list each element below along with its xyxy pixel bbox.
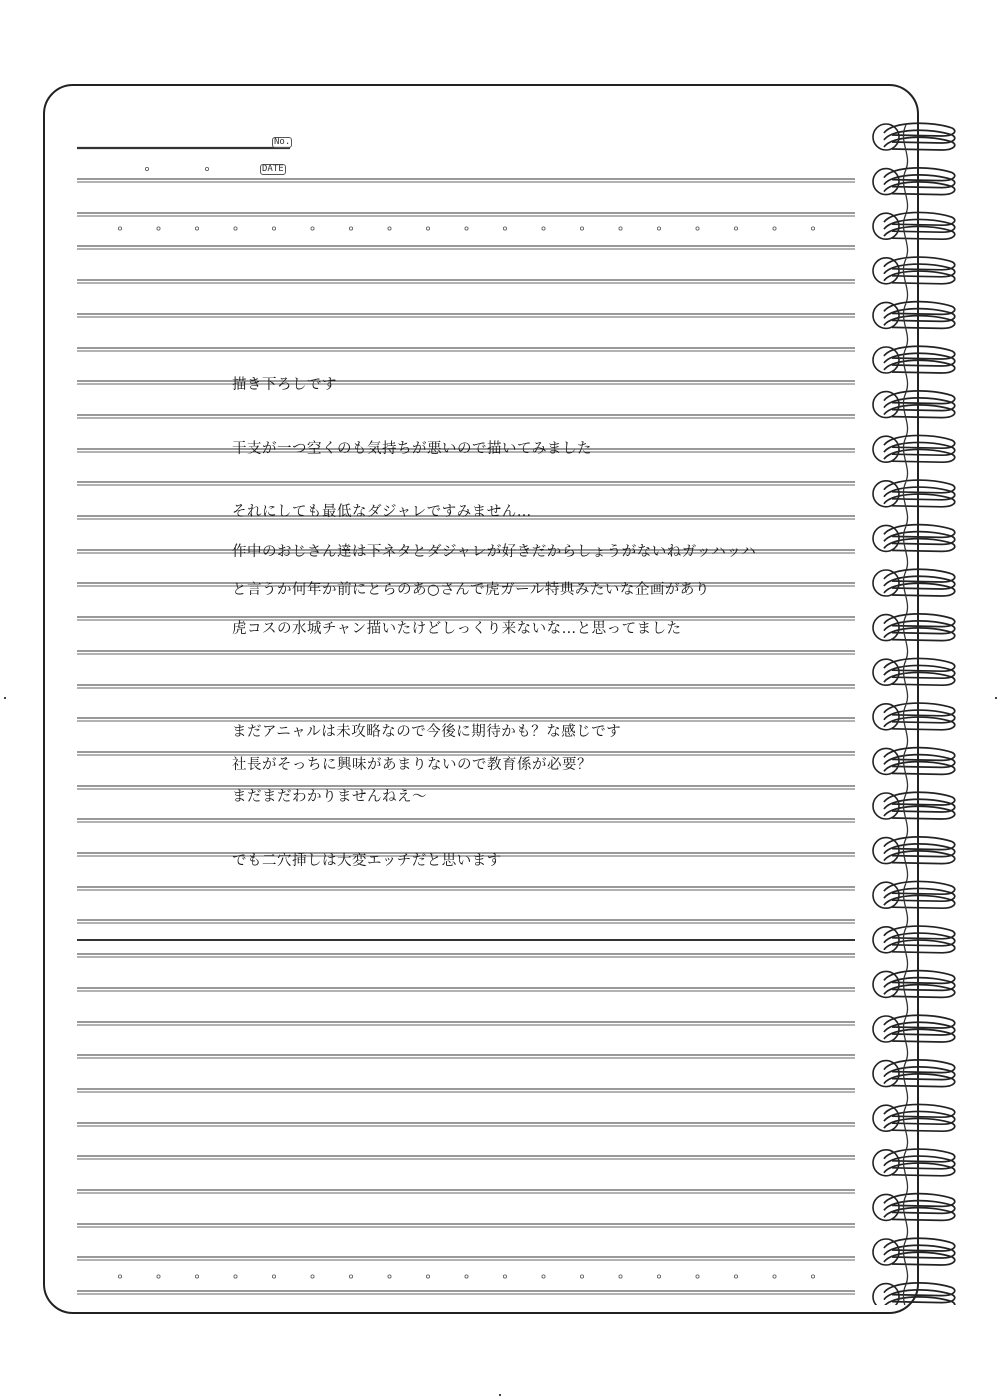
spiral-ring: [873, 1238, 955, 1284]
note-line: 描き下ろしです: [232, 377, 337, 393]
rule-dot: [773, 1275, 776, 1278]
rule-dot: [542, 1275, 545, 1278]
rule-dot: [195, 1275, 198, 1278]
spiral-ring: [873, 658, 955, 704]
spiral-ring: [873, 792, 955, 838]
rule-dot: [195, 227, 198, 230]
note-line: 作中のおじさん達は下ネタとダジャレが好きだからしょうがないねガッハッハ: [232, 544, 757, 560]
spiral-ring: [873, 569, 955, 615]
rule-dot: [311, 227, 314, 230]
rule-dot: [349, 227, 352, 230]
rule-dot: [272, 1275, 275, 1278]
spiral-ring: [873, 1104, 955, 1150]
spiral-ring: [873, 881, 955, 927]
spiral-ring: [873, 971, 955, 1017]
rule-dot: [157, 1275, 160, 1278]
spiral-binding: [862, 105, 972, 1305]
spiral-ring: [873, 926, 955, 972]
header-dot: [145, 167, 148, 170]
rule-dot: [696, 1275, 699, 1278]
rule-dot: [734, 227, 737, 230]
rule-dot: [811, 1275, 814, 1278]
rule-dot: [542, 227, 545, 230]
spiral-ring: [873, 391, 955, 437]
rule-dot: [118, 1275, 121, 1278]
spiral-ring: [873, 212, 955, 258]
note-line: それにしても最低なダジャレですみません…: [232, 504, 532, 520]
note-line: 社長がそっちに興味があまりないので教育係が必要？: [232, 757, 592, 773]
date-label: DATE: [262, 164, 284, 174]
rule-dot: [426, 227, 429, 230]
rule-dot: [580, 227, 583, 230]
rule-dot: [580, 1275, 583, 1278]
spiral-ring: [873, 525, 955, 571]
rule-dot: [272, 227, 275, 230]
rule-dot: [734, 1275, 737, 1278]
rule-dot: [811, 227, 814, 230]
rule-dot: [465, 1275, 468, 1278]
rule-dot: [503, 227, 506, 230]
spiral-ring: [873, 837, 955, 883]
rule-dot: [157, 227, 160, 230]
spiral-ring: [873, 614, 955, 660]
note-line: まだまだわかりませんねえ～: [232, 789, 427, 805]
spiral-ring: [873, 480, 955, 526]
note-line: まだアニャルは未攻略なので今後に期待かも？な感じです: [232, 724, 622, 740]
rule-dot: [349, 1275, 352, 1278]
rule-dot: [465, 227, 468, 230]
rule-dot: [657, 1275, 660, 1278]
rule-dot: [388, 227, 391, 230]
spiral-ring: [873, 1015, 955, 1061]
rule-dot: [657, 227, 660, 230]
note-line: 干支が一つ空くのも気持ちが悪いので描いてみました: [232, 441, 592, 457]
spiral-ring: [873, 302, 955, 348]
rule-dot: [619, 1275, 622, 1278]
rule-dot: [311, 1275, 314, 1278]
rule-dot: [503, 1275, 506, 1278]
note-line: と言うか何年か前にとらのあ○さんで虎ガール特典みたいな企画があり: [232, 582, 710, 598]
spiral-ring: [873, 1283, 955, 1305]
rule-dot: [118, 227, 121, 230]
rule-dot: [388, 1275, 391, 1278]
rule-dot: [619, 227, 622, 230]
spiral-ring: [873, 748, 955, 794]
header-dot: [205, 167, 208, 170]
note-line: 虎コスの水城チャン描いたけどしっくり来ないな…と思ってました: [232, 621, 682, 637]
spiral-ring: [873, 703, 955, 749]
rule-dot: [234, 227, 237, 230]
rule-dot: [234, 1275, 237, 1278]
rule-dot: [426, 1275, 429, 1278]
rule-dot: [696, 227, 699, 230]
spiral-ring: [873, 1149, 955, 1195]
rule-dot: [773, 227, 776, 230]
spiral-ring: [873, 435, 955, 481]
spiral-ring: [873, 1060, 955, 1106]
spiral-ring: [873, 257, 955, 303]
note-line: でも二穴挿しは大変エッチだと思います: [232, 853, 502, 869]
spiral-ring: [873, 1194, 955, 1240]
no-label: No.: [274, 137, 291, 147]
spiral-ring: [873, 346, 955, 392]
spiral-ring: [873, 123, 955, 169]
spiral-ring: [873, 168, 955, 214]
